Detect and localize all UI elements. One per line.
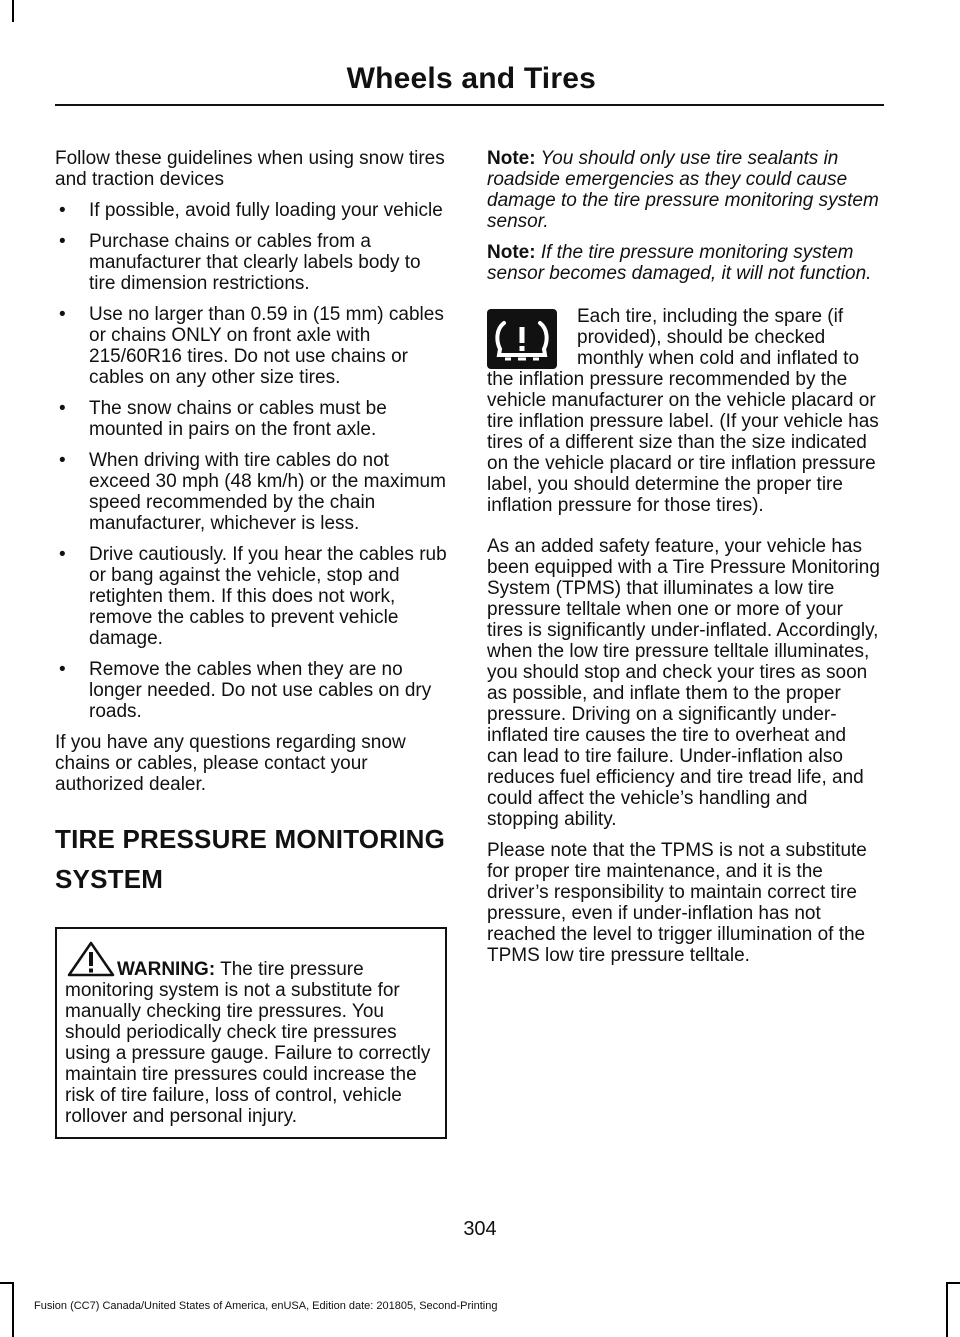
tpms-check-text: Each tire, including the spare (if provided), should be checked monthly when cold and inflated to the inflation pressure recommended by the vehicle manufacturer on the vehicle placard or tire inflation pressure label. (If your vehicle has tires of a different size than the size indicated on the vehicle placard or tire inflation pressure label, you should determine the proper tire inflation pressure for those tires). (487, 306, 879, 516)
warning-label: WARNING: (117, 959, 216, 980)
list-item-text: If possible, avoid fully loading your vehicle (89, 200, 443, 221)
tire-pressure-warning-icon (487, 309, 557, 369)
page-number: 304 (463, 1218, 497, 1240)
note-sealants (487, 148, 881, 232)
crop-mark-bottom-right-h (946, 1282, 960, 1284)
header-divider (55, 104, 884, 106)
list-item (55, 200, 447, 221)
intro-paragraph: Follow these guidelines when using snow tires and traction devices (55, 148, 445, 190)
list-item-text: Remove the cables when they are no longer needed. Do not use cables on dry roads. (89, 659, 432, 722)
bullet-symbol: • (59, 544, 66, 565)
section-heading (55, 819, 447, 899)
section-heading-line-1: TIRE PRESSURE MONITORING (55, 824, 446, 854)
bullet-symbol: • (59, 659, 66, 680)
note-label: Note: (487, 148, 536, 169)
list-item-text: Drive cautiously. If you hear the cables rub or bang against the vehicle, stop and retighten them. If this does not work, remove the cables to prevent vehicle damage. (89, 544, 447, 649)
tpms-check-block (487, 306, 881, 516)
crop-mark-bottom-left-h (0, 1282, 14, 1284)
list-item-text: Use no larger than 0.59 in (15 mm) cables or chains ONLY on front axle with 215/60R16 tires. Do not use chains or cables on any other size tires. (89, 304, 444, 388)
list-item-text: The snow chains or cables must be mounted in pairs on the front axle. (89, 398, 387, 440)
bullet-symbol: • (59, 450, 66, 471)
list-item (55, 304, 447, 388)
closing-paragraph: If you have any questions regarding snow chains or cables, please contact your authorized dealer. (55, 732, 406, 795)
tpms-note-paragraph: Please note that the TPMS is not a substitute for proper tire maintenance, and it is the driver’s responsibility to maintain correct tire pressure, even if under-inflation has not reached the level to trigger illumination of the TPMS low tire pressure telltale. (487, 840, 867, 966)
page-title: Wheels and Tires (346, 62, 596, 95)
bullet-symbol: • (59, 398, 66, 419)
footer-text: Fusion (CC7) Canada/United States of America, enUSA, Edition date: 201805, Second-Printing (34, 1300, 498, 1312)
right-column (487, 148, 881, 976)
note-sensor (487, 242, 881, 284)
crop-mark-top-left (12, 0, 14, 22)
crop-mark-bottom-left (12, 1282, 14, 1337)
list-item (55, 231, 447, 294)
warning-text: The tire pressure monitoring system is not a substitute for manually checking tire pressures. You should periodically check tire pressures using a pressure gauge. Failure to correctly maintain tire pressures could increase the risk of tire failure, loss of control, vehicle rollover and personal injury. (65, 959, 431, 1127)
list-item (55, 659, 447, 722)
bullet-symbol: • (59, 304, 66, 325)
list-item (55, 544, 447, 649)
warning-triangle-icon (67, 941, 115, 977)
list-item-text: When driving with tire cables do not exceed 30 mph (48 km/h) or the maximum speed recommended by the chain manufacturer, whichever is less. (89, 450, 446, 534)
safety-paragraph: As an added safety feature, your vehicle has been equipped with a Tire Pressure Monitoring System (TPMS) that illuminates a low tire pressure telltale when one or more of your tires is significantly under-inflated. Accordingly, when the low tire pressure telltale illuminates, you should stop and check your tires as soon as possible, and inflate them to the proper pressure. Driving on a significantly under-inflated tire causes the tire to overheat and can lead to tire failure. Under-inflation also reduces fuel efficiency and tire tread life, and could affect the vehicle’s handling and stopping ability. (487, 536, 880, 830)
note-label: Note: (487, 242, 536, 263)
list-item (55, 398, 447, 440)
note-text: If the tire pressure monitoring system sensor becomes damaged, it will not function. (487, 242, 872, 284)
list-item-text: Purchase chains or cables from a manufacturer that clearly labels body to tire dimension restrictions. (89, 231, 421, 294)
note-text: You should only use tire sealants in roadside emergencies as they could cause damage to the tire pressure monitoring system sensor. (487, 148, 879, 232)
crop-mark-bottom-right (946, 1282, 948, 1337)
list-item (55, 450, 447, 534)
bullet-symbol: • (59, 231, 66, 252)
section-heading-line-2: SYSTEM (55, 864, 164, 894)
guideline-list (55, 200, 447, 722)
left-column (55, 148, 447, 1139)
warning-box (55, 927, 447, 1139)
bullet-symbol: • (59, 200, 66, 221)
